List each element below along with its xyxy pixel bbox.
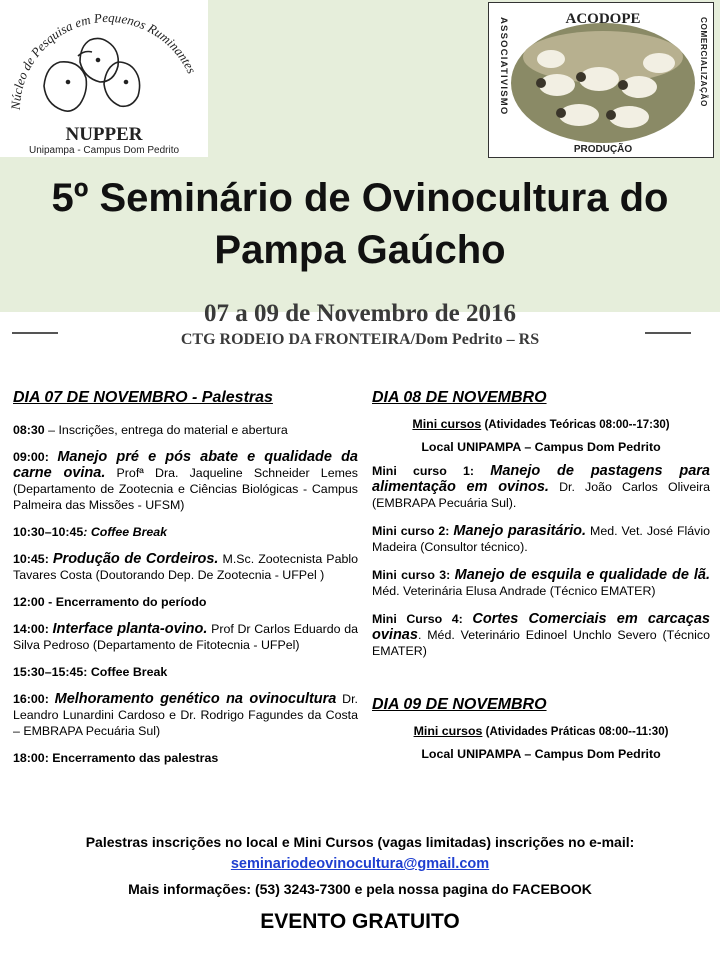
- minicourse-location: Local UNIPAMPA – Campus Dom Pedrito: [421, 747, 661, 761]
- email-link[interactable]: seminariodeovinocultura@gmail.com: [230, 856, 490, 872]
- schedule-item: 15:30–15:45: Coffee Break: [13, 665, 168, 679]
- schedule-item: 12:00 - Encerramento do período: [13, 595, 207, 609]
- acodope-right-text: COMERCIALIZAÇÃO: [699, 17, 708, 107]
- sheep-heads-icon: [44, 38, 140, 111]
- day3-heading: DIA 09 DE NOVEMBRO: [372, 696, 547, 713]
- minicourse-location: Local UNIPAMPA – Campus Dom Pedrito: [421, 440, 661, 454]
- acodope-logo-graphic: [489, 3, 713, 157]
- event-venue: CTG RODEIO DA FRONTEIRA/Dom Pedrito – RS: [180, 331, 540, 348]
- contact-info: Mais informações: (53) 3243-7300 e pela nossa pagina do FACEBOOK: [128, 881, 592, 897]
- minicourse-item: Mini Curso 4: Cortes Comerciais em carcaças ovinas. Méd. Veterinário Edinoel Unchlo Severo (Técnico EMATER): [372, 611, 710, 658]
- schedule-item: 10:30–10:45: Coffee Break: [13, 525, 168, 539]
- day1-column: [13, 388, 358, 766]
- minicourse-item: Mini curso 2: Manejo parasitário. Med. Vet. José Flávio Madeira (Consultor técnico).: [372, 523, 710, 554]
- day2-column: [372, 388, 710, 762]
- minicourse-item: Mini curso 1: Manejo de pastagens para alimentação em ovinos. Dr. João Carlos Oliveira (EMBRAPA Pecuária Sul).: [372, 463, 710, 510]
- event-dates: 07 a 09 de Novembro de 2016: [203, 300, 517, 327]
- minicourse-header: Mini cursos (Atividades Práticas 08:00--11:30): [413, 724, 669, 738]
- schedule-item: 08:30 – Inscrições, entrega do material e abertura: [13, 423, 288, 437]
- acodope-top-text: ACODOPE: [565, 11, 641, 27]
- nupper-logo: [0, 0, 208, 157]
- day1-heading: DIA 07 DE NOVEMBRO - Palestras: [13, 389, 273, 406]
- nupper-arc-text: Núcleo de Pesquisa em Pequenos Ruminantes: [7, 9, 200, 111]
- nupper-logo-graphic: [0, 0, 208, 157]
- registration-info: Palestras inscrições no local e Mini Cursos (vagas limitadas) inscrições no e-mail:: [85, 834, 635, 850]
- acodope-logo: [488, 2, 714, 158]
- acodope-left-text: ASSOCIATIVISMO: [498, 17, 509, 116]
- schedule-item: 18:00: Encerramento das palestras: [13, 751, 219, 765]
- schedule-item: 09:00: Manejo pré e pós abate e qualidade da carne ovina. Profª Dra. Jaqueline Schneider Lemes (Departamento de Zootecnia e Ciências Biológicas - Campus Palmeira das Missões - UFSM): [13, 449, 358, 512]
- schedule-item: 16:00: Melhoramento genético na ovinocultura Dr. Leandro Lunardini Cardoso e Dr. Rodrigo Fagundes da Costa – EMBRAPA Pecuária Sul): [13, 691, 358, 738]
- nupper-name: NUPPER: [65, 124, 143, 145]
- free-event-text: EVENTO GRATUITO: [260, 910, 460, 933]
- schedule-item: 14:00: Interface planta-ovino. Prof Dr Carlos Eduardo da Silva Pedroso (Departamento de Fitotecnia - UFPel): [13, 621, 358, 652]
- day2-heading: DIA 08 DE NOVEMBRO: [372, 389, 547, 406]
- nupper-sub: Unipampa - Campus Dom Pedrito: [28, 145, 180, 156]
- title-line-1: 5º Seminário de Ovinocultura do: [51, 176, 669, 220]
- minicourse-header: Mini cursos (Atividades Teóricas 08:00--17:30): [412, 417, 670, 431]
- svg-text:Núcleo de Pesquisa em Pequenos: [8, 10, 200, 111]
- page-title: [0, 172, 720, 276]
- schedule-item: 10:45: Produção de Cordeiros. M.Sc. Zootecnista Pablo Tavares Costa (Doutorando Dep. De Zootecnia - UFPel ): [13, 551, 358, 582]
- acodope-bottom-text: PRODUÇÃO: [573, 144, 633, 155]
- title-line-2: Pampa Gaúcho: [214, 228, 506, 272]
- minicourse-item: Mini curso 3: Manejo de esquila e qualidade de lã. Méd. Veterinária Elusa Andrade (Técnico EMATER): [372, 567, 710, 598]
